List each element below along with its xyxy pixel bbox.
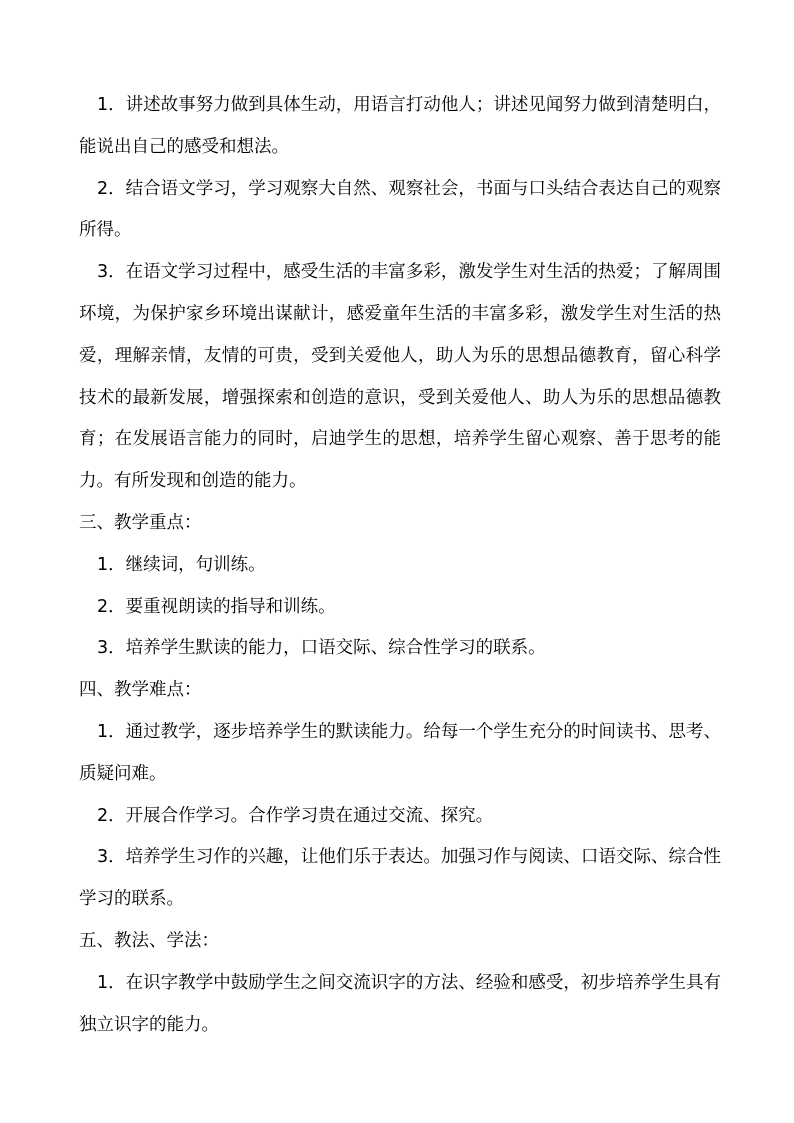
key-point-item-3: 3．培养学生默读的能力，口语交际、综合性学习的联系。 (97, 638, 546, 659)
difficulty-item-1: 1．通过教学，逐步培养学生的默读能力。给每一个学生充分的时间读书、思考、质疑问难。 (79, 721, 721, 784)
method-item-1: 1．在识字教学中鼓励学生之间交流识字的方法、经验和感受，初步培养学生具有独立识字的能力。 (79, 972, 721, 1035)
goal-item-1: 1．讲述故事努力做到具体生动，用语言打动他人；讲述见闻努力做到清楚明白，能说出自己的感受和想法。 (79, 95, 721, 157)
key-point-item-2: 2．要重视朗读的指导和训练。 (97, 596, 336, 617)
key-point-item-1: 1．继续词，句训练。 (97, 554, 266, 575)
section-heading-key-points: 三、教学重点： (79, 512, 202, 533)
difficulty-item-2: 2．开展合作学习。合作学习贵在通过交流、探究。 (97, 805, 494, 826)
section-heading-methods: 五、教法、学法： (79, 930, 219, 951)
goal-item-2: 2．结合语文学习，学习观察大自然、观察社会，书面与口头结合表达自己的观察所得。 (79, 178, 721, 241)
difficulty-item-3: 3．培养学生习作的兴趣，让他们乐于表达。加强习作与阅读、口语交际、综合性学习的联系。 (79, 847, 721, 910)
section-heading-difficulties: 四、教学难点： (79, 680, 202, 701)
goal-item-3: 3．在语文学习过程中，感受生活的丰富多彩，激发学生对生活的热爱；了解周围环境，为保护家乡环境出谋献计，感爱童年生活的丰富多彩，激发学生对生活的热爱，理解亲情，友情的可贵，受到关爱他人，助人为乐的思想品德教育，留心科学技术的最新发展，增强探索和创造的意识，受到关爱他人、助人为乐的思想品德教育；在发展语言能力的同时，启迪学生的思想，培养学生留心观察、善于思考的能力。有所发现和创造的能力。 (79, 262, 721, 492)
